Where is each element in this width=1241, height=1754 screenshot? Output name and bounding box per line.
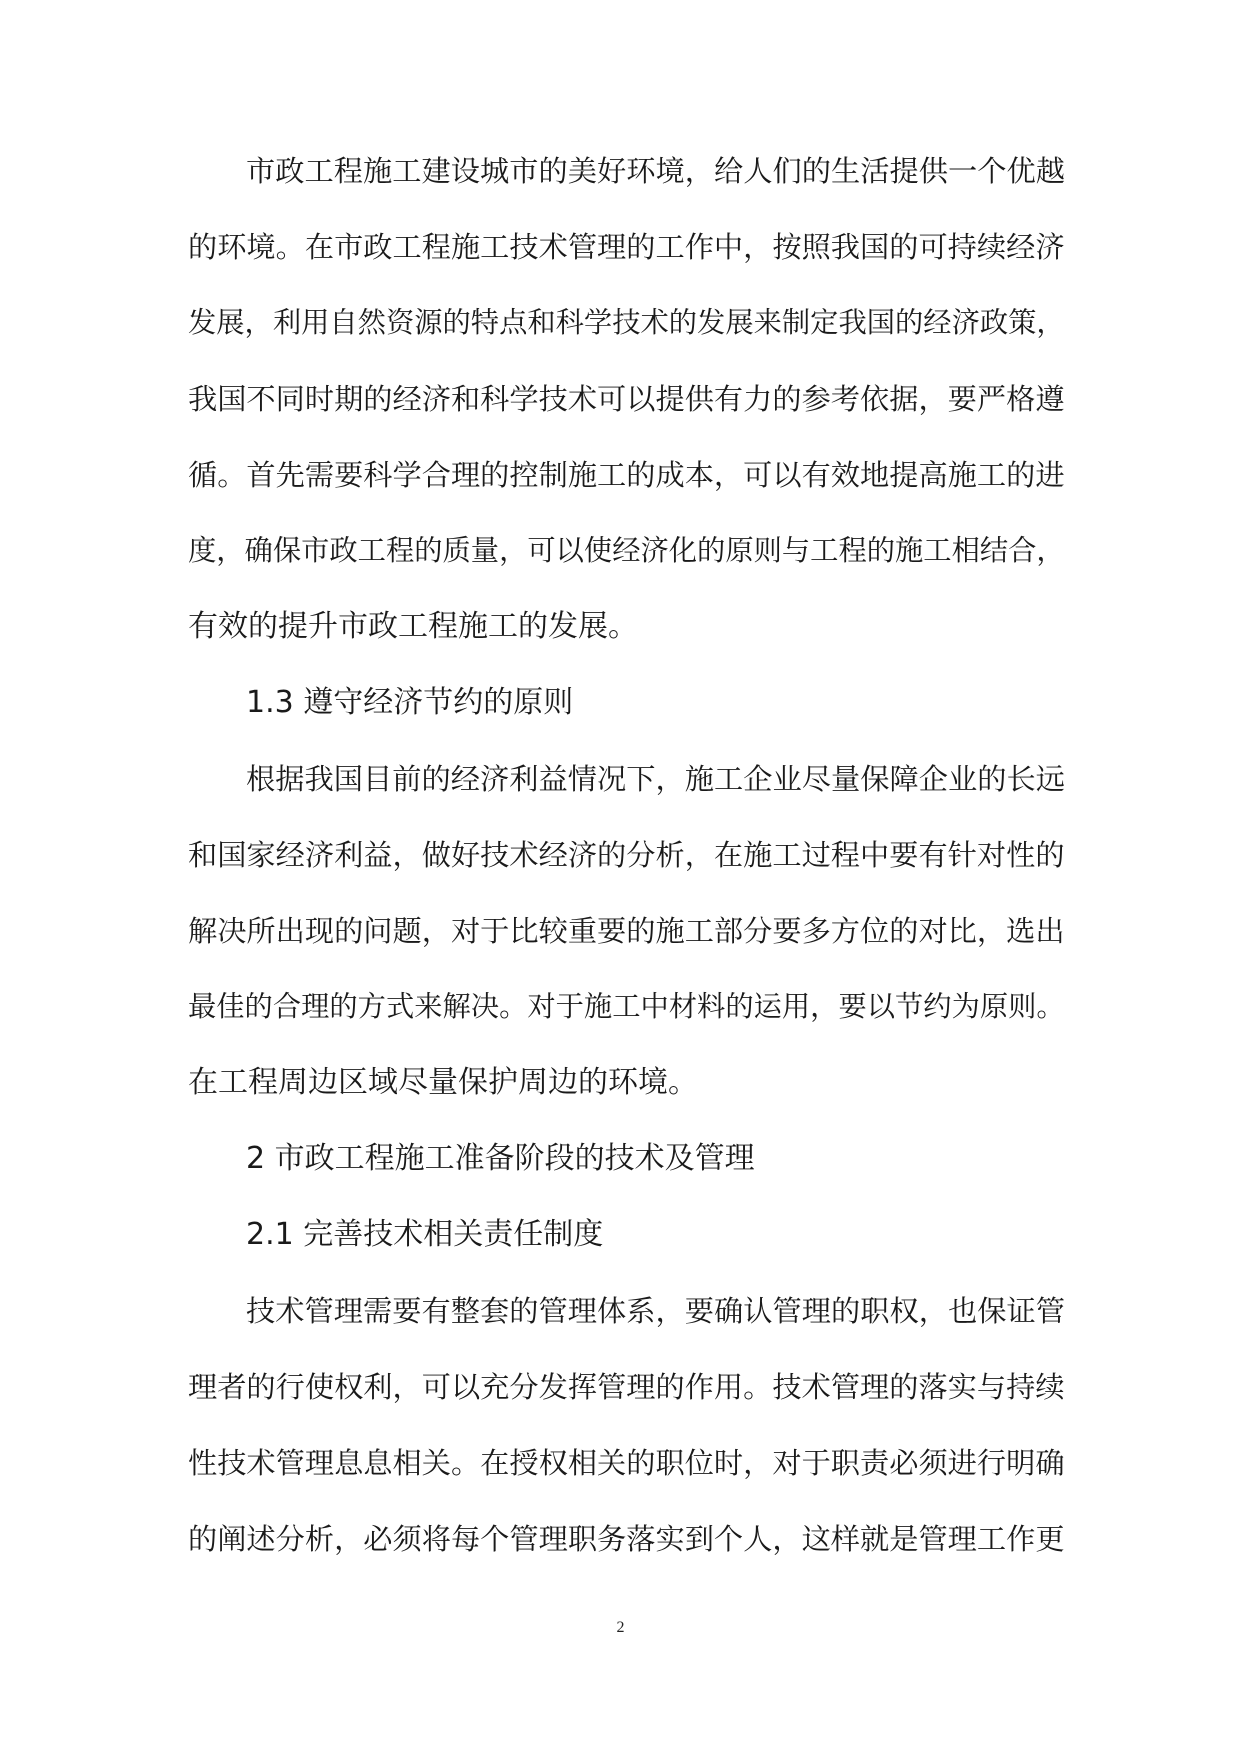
- paragraph-1-line-5: 循。首先需要科学合理的控制施工的成本，可以有效地提高施工的进: [188, 458, 1065, 492]
- paragraph-2-line-3: 解决所出现的问题，对于比较重要的施工部分要多方位的对比，选出: [188, 914, 1065, 948]
- section-heading-1-3: 1.3 遵守经济节约的原则: [246, 685, 574, 720]
- paragraph-2-line-2: 和国家经济利益，做好技术经济的分析，在施工过程中要有针对性的: [188, 838, 1065, 872]
- paragraph-3-line-4: 的阐述分析，必须将每个管理职务落实到个人，这样就是管理工作更: [188, 1522, 1065, 1556]
- paragraph-3-line-2: 理者的行使权利，可以充分发挥管理的作用。技术管理的落实与持续: [188, 1370, 1065, 1404]
- paragraph-1-line-4: 我国不同时期的经济和科学技术可以提供有力的参考依据，要严格遵: [188, 382, 1065, 416]
- page-number: 2: [616, 1619, 625, 1636]
- paragraph-1-line-1: 市政工程施工建设城市的美好环境，给人们的生活提供一个优越: [246, 154, 1065, 188]
- paragraph-2-line-5: 在工程周边区域尽量保护周边的环境。: [188, 1065, 698, 1100]
- paragraph-1-line-2: 的环境。在市政工程施工技术管理的工作中，按照我国的可持续经济: [188, 230, 1065, 264]
- section-heading-2: 2 市政工程施工准备阶段的技术及管理: [246, 1141, 755, 1176]
- paragraph-1-line-3: 发展，利用自然资源的特点和科学技术的发展来制定我国的经济政策，: [188, 306, 1065, 339]
- paragraph-2-line-4: 最佳的合理的方式来解决。对于施工中材料的运用，要以节约为原则。: [188, 990, 1065, 1023]
- paragraph-1-line-6: 度，确保市政工程的质量，可以使经济化的原则与工程的施工相结合，: [188, 534, 1065, 567]
- paragraph-3-line-1: 技术管理需要有整套的管理体系，要确认管理的职权，也保证管: [246, 1294, 1065, 1328]
- paragraph-1-line-7: 有效的提升市政工程施工的发展。: [188, 609, 638, 644]
- paragraph-2-line-1: 根据我国目前的经济利益情况下，施工企业尽量保障企业的长远: [246, 762, 1065, 796]
- paragraph-3-line-3: 性技术管理息息相关。在授权相关的职位时，对于职责必须进行明确: [188, 1446, 1065, 1480]
- section-heading-2-1: 2.1 完善技术相关责任制度: [246, 1217, 604, 1252]
